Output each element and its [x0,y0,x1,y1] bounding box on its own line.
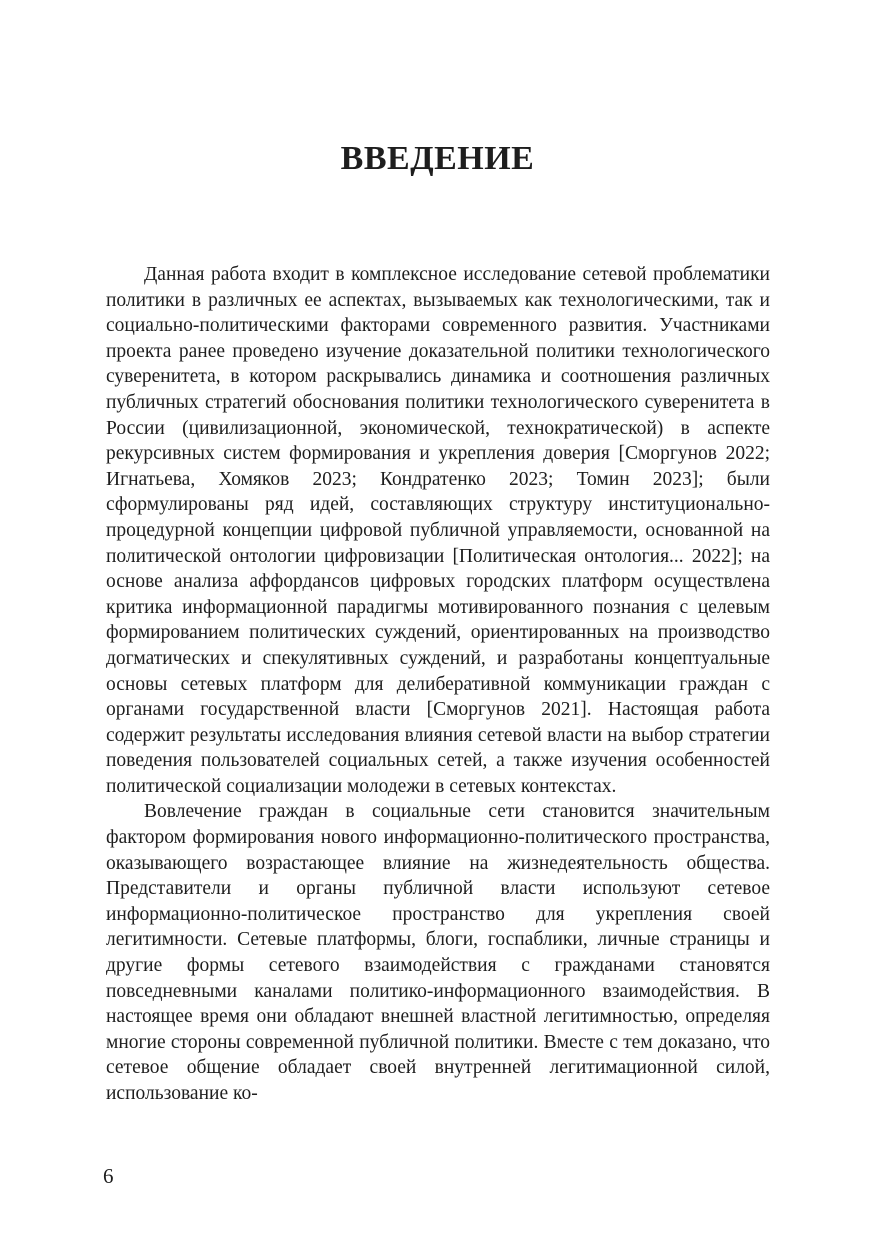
paragraph-1: Данная работа входит в комплексное исследование сетевой проблематики политики в различных ее аспектах, вызываемых как технологическими, так и социально-политическими факторами современного развития. Участниками проекта ранее проведено изучение доказательной политики технологического суверенитета, в котором раскрывались динамика и соотношения различных публичных стратегий обоснования политики технологического суверенитета в России (цивилизационной, экономической, технократической) в аспекте рекурсивных систем формирования и укрепления доверия [Сморгунов 2022; Игнатьева, Хомяков 2023; Кондратенко 2023; Томин 2023]; были сформулированы ряд идей, составляющих структуру институционально-процедурной концепции цифровой публичной управляемости, основанной на политической онтологии цифровизации [Политическая онтология... 2022]; на основе анализа аффордансов цифровых городских платформ осуществлена критика информационной парадигмы мотивированного познания с целевым формированием политических суждений, ориентированных на производство догматических и спекулятивных суждений, и разработаны концептуальные основы сетевых платформ для делиберативной коммуникации граждан с органами государственной власти [Сморгунов 2021]. Настоящая работа содержит результаты исследования влияния сетевой власти на выбор стратегии поведения пользователей социальных сетей, а также изучения особенностей политической социализации молодежи в сетевых контекстах. [106,264,770,797]
page-number: 6 [103,1164,114,1188]
page-title: ВВЕДЕНИЕ [340,140,535,177]
paragraph-2: Вовлечение граждан в социальные сети становится значительным фактором формирования нового информационно-политического пространства, оказывающего возрастающее влияние на жизнедеятельность общества. Представители и органы публичной власти используют сетевое информационно-политическое пространство для укрепления своей легитимности. Сетевые платформы, блоги, госпаблики, личные страницы и другие формы сетевого взаимодействия с гражданами становятся повседневными каналами политико-информационного взаимодействия. В настоящее время они обладают внешней властной легитимностью, определяя многие стороны современной публичной политики. Вместе с тем доказано, что сетевое общение обладает своей внутренней легитимационной силой, использование ко- [106,801,770,1104]
body-text [106,262,770,1107]
